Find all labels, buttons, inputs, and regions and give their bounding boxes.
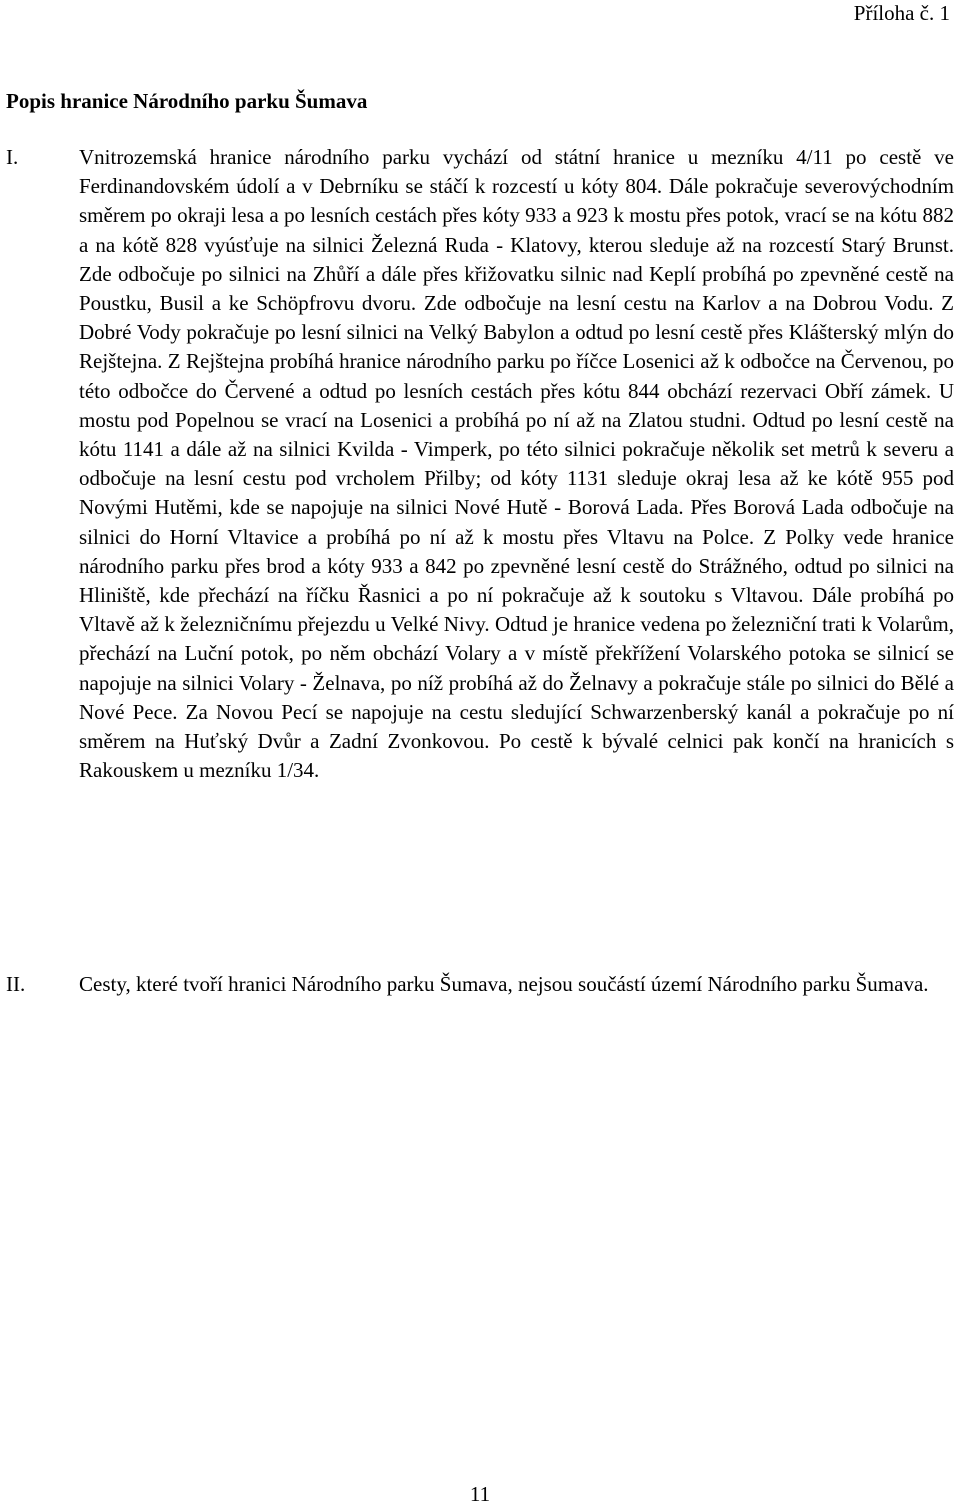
section-text: Cesty, které tvoří hranici Národního parku Šumava, nejsou součástí území Národního parku Šumava. <box>79 972 929 996</box>
section-1 <box>6 143 954 785</box>
annex-label: Příloha č. 1 <box>853 1 950 25</box>
section-text: Vnitrozemská hranice národního parku vychází od státní hranice u mezníku 4/11 po cestě ve Ferdinandovském údolí a v Debrníku se stáčí k rozcestí u kóty 804. Dále pokračuje severovýchodním směrem po okraji lesa a po lesních cestách přes kóty 933 a 923 k mostu přes potok, vrací se na kótu 882 a na kótě 828 vyúsťuje na silnici Železná Ruda - Klatovy, kterou sleduje až na rozcestí Starý Brunst. Zde odbočuje po silnici na Zhůří a dále přes křižovatku silnic nad Keplí probíhá po zpevněné cestě na Poustku, Busil a ke Schöpfrovu dvoru. Zde odbočuje na lesní cestu na Karlov a na Dobrou Vodu. Z Dobré Vody pokračuje po lesní silnici na Velký Babylon a odtud po lesní cestě přes Klášterský mlýn do Rejštejna. Z Rejštejna probíhá hranice národního parku po říčce Losenici až k odbočce na Červenou, po této odbočce do Červené a odtud po lesních cestách přes kótu 844 obchází rezervaci Obří zámek. U mostu pod Popelnou se vrací na Losenici a probíhá po ní až na Zlatou studni. Odtud po lesní cestě na kótu 1141 a dále až na silnici Kvilda - Vimperk, po této silnici pokračuje několik set metrů k severu a odbočuje na lesní cestu pod vrcholem Přilby; od kóty 1131 sleduje okraj lesa až ke kótě 955 pod Novými Hutěmi, kde se napojuje na silnici Nové Hutě - Borová Lada. Přes Borová Lada odbočuje na silnici do Horní Vltavice a probíhá po ní až k mostu přes Vltavu na Polce. Z Polky vede hranice národního parku přes brod a kóty 933 a 842 po zpevněné lesní cestě do Strážného, odtud po silnici na Hliniště, kde přechází na říčku Řasnici a po ní pokračuje až k soutoku s Vltavou. Dále probíhá po Vltavě až k železničnímu přejezdu u Velké Nivy. Odtud je hranice vedena po železniční trati k Volarům, přechází na Luční potok, po něm obchází Volary a v místě překřížení Volarského potoka se silnicí se napojuje na silnici Volary - Želnava, po níž probíhá až do Želnavy a pokračuje stále po silnici do Bělé a Nové Pece. Za Novou Pecí se napojuje na cestu sledující Schwarzenberský kanál a pokračuje po ní směrem na Huťský Dvůr a Zadní Zvonkovou. Po cestě k bývalé celnici pak končí na hranicích s Rakouskem u mezníku 1/34. <box>79 145 954 783</box>
page-number: 11 <box>469 1482 491 1506</box>
section-number: II. <box>6 972 26 996</box>
document-title: Popis hranice Národního parku Šumava <box>6 89 368 113</box>
section-2 <box>6 970 954 999</box>
section-number: I. <box>6 145 19 169</box>
